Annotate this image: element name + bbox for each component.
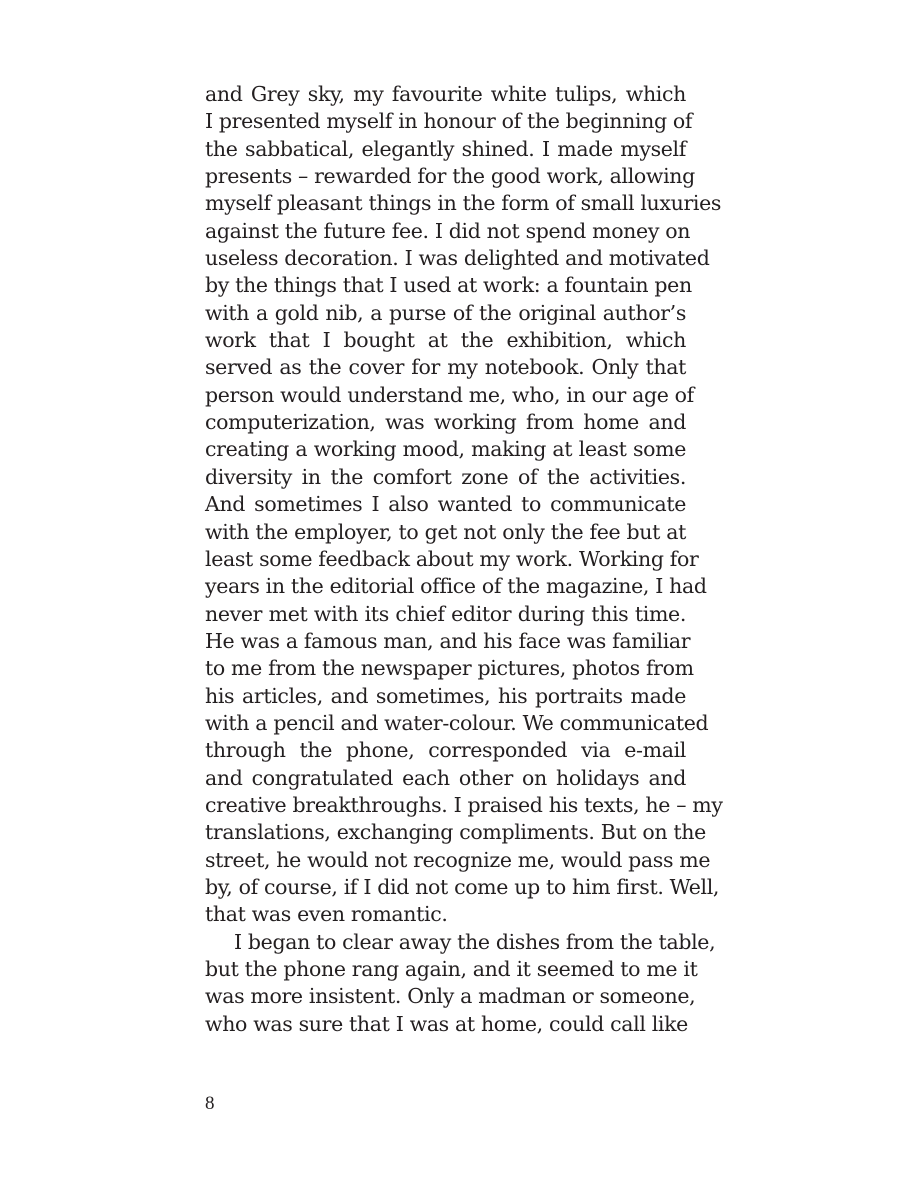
- text-line: served as the cover for my notebook. Only that: [205, 355, 686, 380]
- text-line: against the future fee. I did not spend money on: [205, 218, 691, 243]
- text-line: I presented myself in honour of the beginning of: [205, 109, 693, 134]
- text-line: by the things that I used at work: a fountain pen: [205, 273, 692, 298]
- text-line-last: that was even romantic.: [205, 902, 448, 927]
- text-line: through the phone, corresponded via e-mail: [205, 738, 686, 763]
- text-line: to me from the newspaper pictures, photos from: [205, 656, 694, 681]
- text-line-indented: I began to clear away the dishes from the table,: [234, 929, 716, 954]
- text-line: who was sure that I was at home, could call like: [205, 1011, 688, 1036]
- text-line: and congratulated each other on holidays and: [205, 765, 686, 790]
- text-line: with the employer, to get not only the fee but at: [205, 519, 686, 544]
- text-line: but the phone rang again, and it seemed to me it: [205, 957, 698, 981]
- text-line: useless decoration. I was delighted and motivated: [205, 246, 710, 271]
- text-line: years in the editorial office of the magazine, I had: [205, 574, 707, 599]
- text-line: translations, exchanging compliments. But on the: [205, 820, 706, 845]
- text-line: his articles, and sometimes, his portraits made: [205, 683, 686, 708]
- text-line: the sabbatical, elegantly shined. I made myself: [205, 136, 686, 161]
- text-line: least some feedback about my work. Working for: [205, 546, 699, 571]
- text-line: person would understand me, who, in our age of: [205, 382, 694, 407]
- text-line: street, he would not recognize me, would pass me: [205, 847, 711, 872]
- text-line: creative breakthroughs. I praised his texts, he – my: [205, 792, 723, 817]
- page-number: 8: [205, 1093, 215, 1114]
- text-line: myself pleasant things in the form of small luxuries: [205, 191, 722, 216]
- text-line: creating a working mood, making at least some: [205, 437, 686, 462]
- text-line: with a pencil and water-colour. We communicated: [205, 710, 709, 735]
- text-line: presents – rewarded for the good work, allowing: [205, 164, 695, 189]
- text-line: diversity in the comfort zone of the activities.: [205, 464, 686, 489]
- page-body-text: [205, 81, 723, 1038]
- text-line: work that I bought at the exhibition, which: [205, 328, 686, 353]
- text-line: He was a famous man, and his face was familiar: [205, 628, 691, 653]
- text-line: by, of course, if I did not come up to him first. Well,: [205, 874, 720, 899]
- paragraph-1: [205, 81, 723, 929]
- text-line: and Grey sky, my favourite white tulips, which: [205, 82, 686, 106]
- text-line: was more insistent. Only a madman or someone,: [205, 984, 696, 1009]
- text-line: computerization, was working from home and: [205, 410, 686, 435]
- text-line: never met with its chief editor during this time.: [205, 601, 686, 626]
- paragraph-2: [205, 929, 716, 1038]
- text-line: And sometimes I also wanted to communicate: [205, 492, 686, 517]
- text-line: with a gold nib, a purse of the original author’s: [205, 300, 686, 325]
